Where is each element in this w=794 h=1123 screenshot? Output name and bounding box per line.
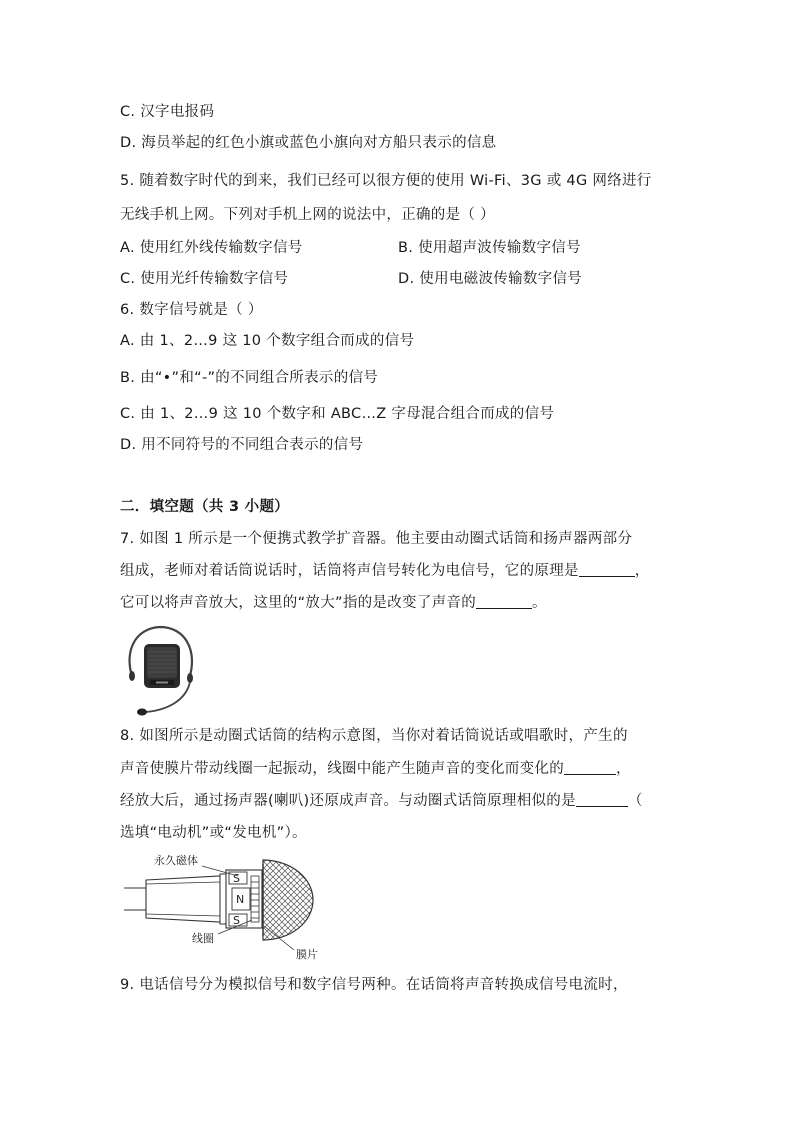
q7-stem-line2 [120, 562, 650, 580]
dynamic-microphone-diagram [120, 850, 352, 962]
q7-stem-line3 [120, 594, 547, 612]
q6-option-b: B. 由“•”和“-”的不同组合所表示的信号 [120, 370, 379, 386]
q6-option-c: C. 由 1、2…9 这 10 个数字和 ABC…Z 字母混合组合而成的信号 [120, 406, 555, 422]
q8-stem-line4: 选填“电动机”或“发电机”）。 [120, 825, 307, 841]
magnet-south-top-label: S [233, 872, 240, 885]
q5-option-c: C. 使用光纤传输数字信号 [120, 271, 289, 287]
q7-line2-text: 组成，老师对着话筒说话时，话筒将声信号转化为电信号，它的原理是 [120, 563, 579, 579]
magnet-south-bottom-label: S [233, 914, 240, 927]
q7-blank-principle[interactable] [579, 562, 635, 577]
q8-line2-text: 声音使膜片带动线圈一起振动，线圈中能产生随声音的变化而变化的 [120, 761, 564, 777]
q4-option-d: D. 海员举起的红色小旗或蓝色小旗向对方船只表示的信息 [120, 135, 497, 151]
portable-amplifier-image [120, 622, 202, 718]
q8-stem-line2 [120, 760, 631, 778]
label-permanent-magnet: 永久磁体 [154, 854, 198, 867]
q6-option-d: D. 用不同符号的不同组合表示的信号 [120, 437, 364, 453]
q5-option-d: D. 使用电磁波传输数字信号 [398, 271, 583, 287]
q5-option-b: B. 使用超声波传输数字信号 [398, 240, 581, 256]
q8-blank-current[interactable] [564, 760, 616, 775]
q5-stem-line1: 5. 随着数字时代的到来，我们已经可以很方便的使用 Wi-Fi、3G 或 4G 网络进行 [120, 173, 652, 189]
q7-stem-line1: 7. 如图 1 所示是一个便携式教学扩音器。他主要由动圈式话筒和扬声器两部分 [120, 531, 633, 547]
q7-line3-text: 它可以将声音放大，这里的“放大”指的是改变了声音的 [120, 595, 477, 611]
label-coil: 线圈 [192, 932, 214, 945]
q6-stem: 6. 数字信号就是（ ） [120, 302, 263, 318]
q8-line2-punct: ， [616, 761, 631, 777]
section-heading-fill-in: 二．填空题（共 3 小题） [120, 499, 290, 515]
magnet-north-label: N [236, 893, 245, 906]
q5-option-a: A. 使用红外线传输数字信号 [120, 240, 303, 256]
q7-blank-property[interactable] [476, 594, 532, 609]
q6-option-a: A. 由 1、2…9 这 10 个数字组合而成的信号 [120, 333, 415, 349]
label-diaphragm: 膜片 [296, 948, 318, 961]
q8-line3-punct: （ [627, 793, 643, 809]
q7-line2-punct: ， [634, 563, 650, 579]
q5-stem-line2: 无线手机上网。下列对手机上网的说法中，正确的是（ ） [120, 207, 495, 223]
q4-option-c: C. 汉字电报码 [120, 104, 215, 120]
q8-stem-line1: 8. 如图所示是动圈式话筒的结构示意图，当你对着话筒说话或唱歌时，产生的 [120, 728, 628, 744]
q7-line3-punct: 。 [532, 595, 547, 611]
q8-stem-line3 [120, 792, 643, 810]
q8-blank-device[interactable] [576, 792, 628, 807]
q8-line3-text: 经放大后，通过扬声器(喇叭)还原成声音。与动圈式话筒原理相似的是 [120, 793, 576, 809]
q9-stem-line1: 9. 电话信号分为模拟信号和数字信号两种。在话筒将声音转换成信号电流时， [120, 977, 628, 993]
